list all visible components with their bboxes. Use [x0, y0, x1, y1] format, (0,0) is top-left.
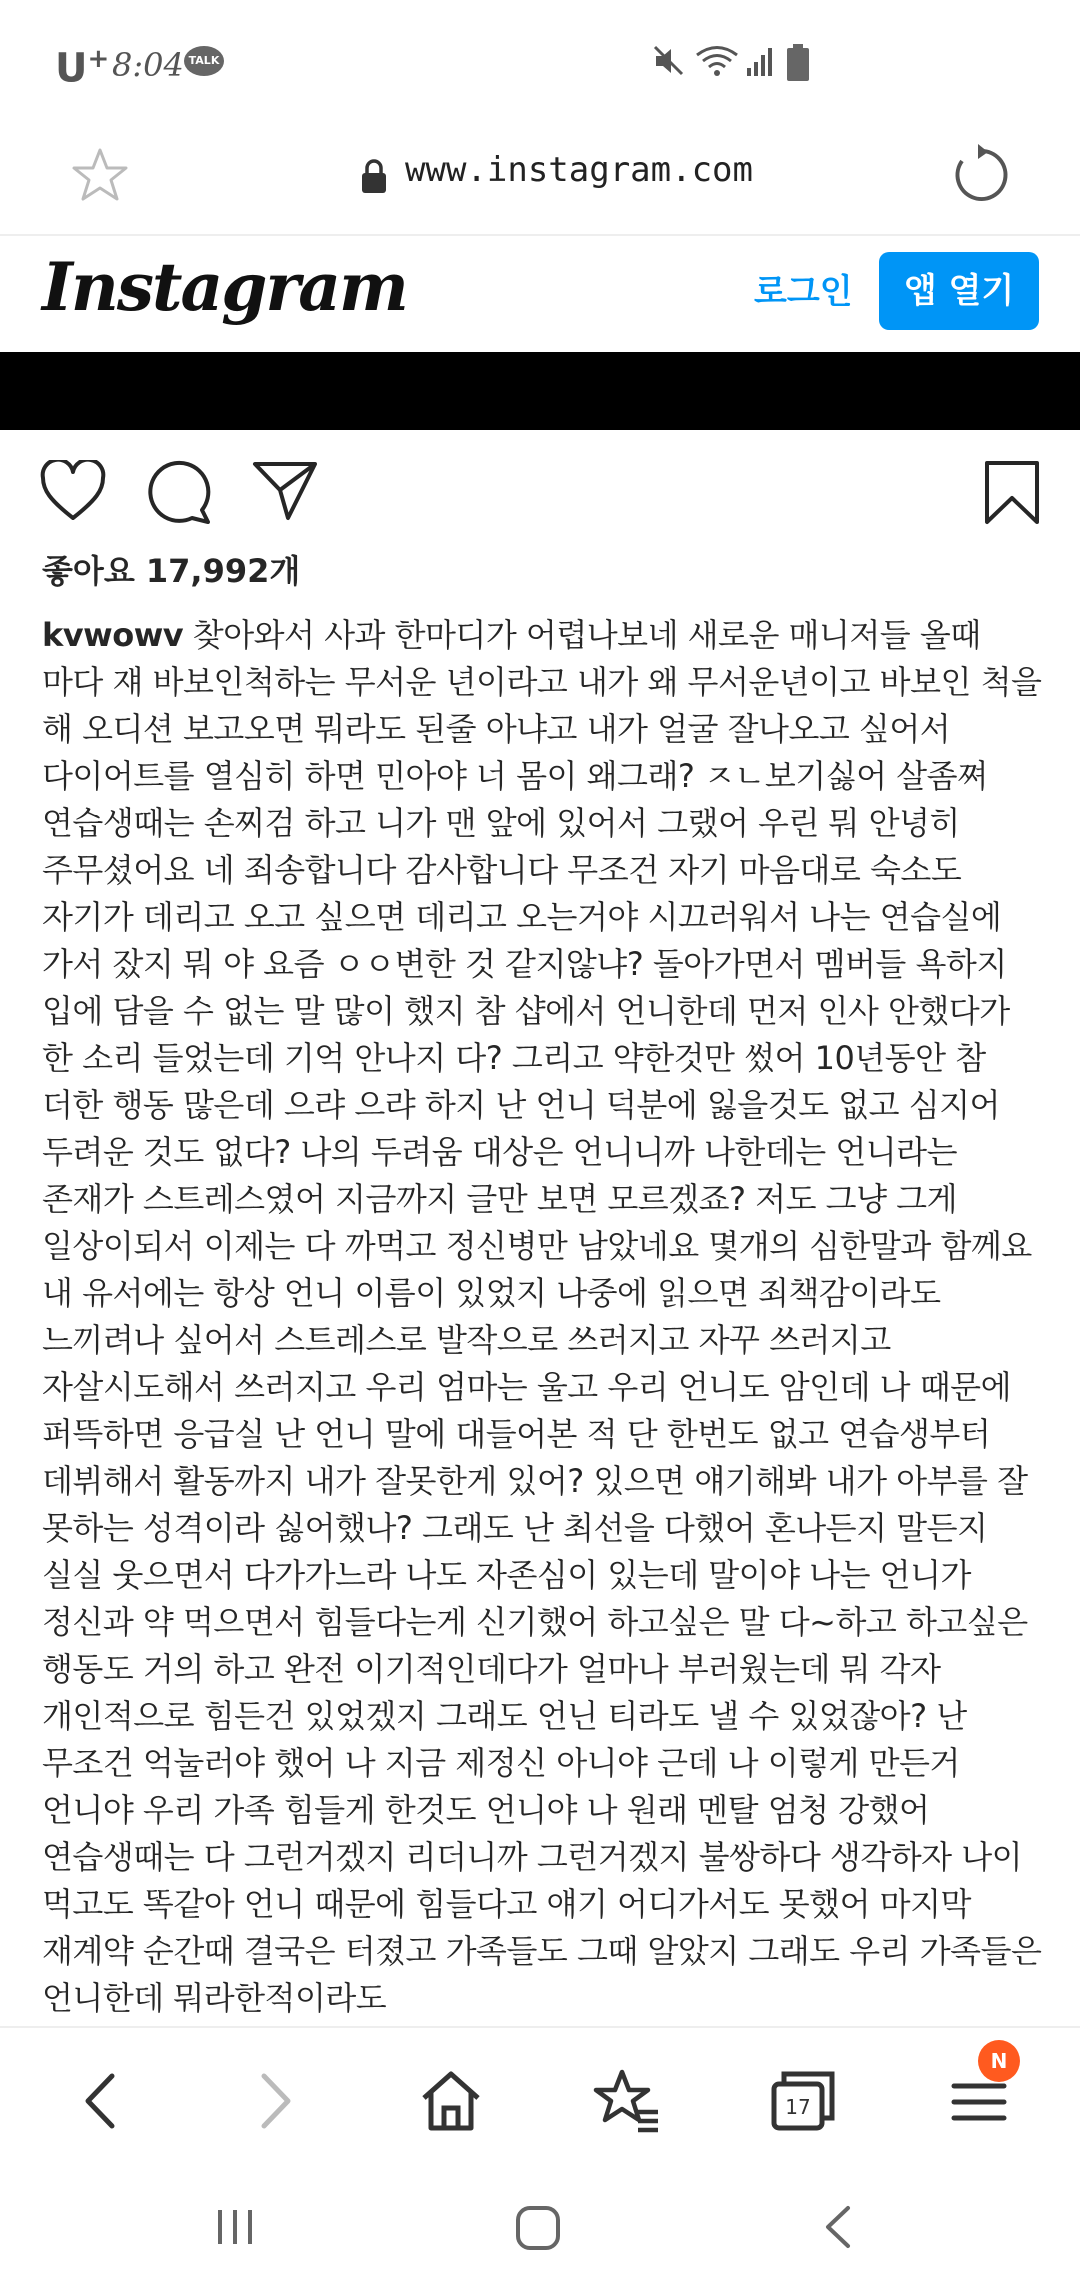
notification-badge: N: [978, 2040, 1020, 2082]
like-heart-icon[interactable]: [40, 460, 106, 522]
reload-icon[interactable]: [950, 144, 1012, 206]
system-back-icon[interactable]: [814, 2202, 864, 2252]
home-icon[interactable]: [416, 2066, 486, 2136]
browser-bottom-bar: [0, 2026, 1080, 2178]
status-bar: [0, 0, 1080, 120]
carrier-label: U+: [55, 44, 110, 92]
instagram-logo[interactable]: Instagram: [42, 248, 407, 326]
bookmark-star-icon[interactable]: [70, 146, 130, 206]
likes-count[interactable]: 좋아요 17,992개: [42, 552, 301, 590]
login-link[interactable]: 로그인: [754, 272, 853, 312]
bookmarks-icon[interactable]: [592, 2066, 662, 2136]
svg-text:17: 17: [785, 2095, 811, 2119]
back-icon[interactable]: [66, 2066, 136, 2136]
caption-text: 찾아와서 사과 한마디가 어렵나보네 새로운 매니저들 올때 마다 쟤 바보인척하는 무서운 년이라고 내가 왜 무서운년이고 바보인 척을 해 오디션 보고오면 뭐라도 된줄 아냐고 내가 얼굴 잘나오고 싶어서 다이어트를 열심히 하면 민아야 너 몸이 왜그래? ㅈㄴ보기싫어 살좀쪄 연습생때는 손찌검 하고 니가 맨 앞에 있어서 그랬어 우린 뭐 안녕히 주무셨어요 네 죄송합니다 감사합니다 무조건 자기 마음대로 숙소도 자기가 데리고 오고 싶으면 데리고 오는거야 시끄러워서 나는 연습실에 가서 잤지 뭐 야 요즘 ㅇㅇ변한 것 같지않냐? 돌아가면서 멤버들 욕하지 입에 담을 수 없는 말 많이 했지 참 샵에서 언니한데 먼저 인사 안했다가 한 소리 들었는데 기억 안나지 다? 그리고 약한것만 썼어 10년동안 참 더한 행동 많은데 으랴 으랴 하지 난 언니 덕분에 잃을것도 없고 심지어 두려운 것도 없다? 나의 두려움 대상은 언니니까 나한데는 언니라는 존재가 스트레스였어 지금까지 글만 보면 모르겠죠? 저도 그냥 그게 일상이되서 이제는 다 까먹고 정신병만 남았네요 몇개의 심한말과 함께요 내 유서에는 항상 언니 이름이 있었지 나중에 읽으면 죄책감이라도 느끼려나 싶어서 스트레스로 발작으로 쓰러지고 자꾸 쓰러지고 자살시도해서 쓰러지고 우리 엄마는 울고 우리 언니도 암인데 나 때문에 퍼뜩하면 응급실 난 언니 말에 대들어본 적 단 한번도 없고 연습생부터 데뷔해서 활동까지 내가 잘못한게 있어? 있으면 얘기해봐 내가 아부를 잘 못하는 성격이라 싫어했나? 그래도 난 최선을 다했어 혼나든지 말든지 실실 웃으면서 다가가느라 나도 자존심이 있는데 말이야 나는 언니가 정신과 약 먹으면서 힘들다는게 신기했어 하고싶은 말 다~하고 하고싶은 행동도 거의 하고 완전 이기적인데다가 얼마나 부러웠는데 뭐 각자 개인적으로 힘든건 있었겠지 그래도 언닌 티라도 낼 수 있었잖아? 난 무조건 억눌러야 했어 나 지금 제정신 아니야 근데 나 이렇게 만든거 언니야 우리 가족 힘들게 한것도 언니야 나 원래 멘탈 엄청 강했어 연습생때는 다 그런거겠지 리더니까 그런거겠지 불쌍하다 생각하자 나이 먹고도 똑같아 언니 때문에 힘들다고 얘기 어디가서도 못했어 마지막 재계약 순간때 결국은 터졌고 가족들도 그때 알았지 그래도 우리 가족들은 언니한데 뭐라한적이라도: [42, 616, 1042, 2017]
browser-url-bar: [0, 120, 1080, 236]
comment-icon[interactable]: [146, 460, 212, 524]
save-bookmark-icon[interactable]: [984, 460, 1040, 526]
url-text[interactable]: www.instagram.com: [405, 150, 753, 190]
caption-username[interactable]: kvwowv: [42, 616, 184, 654]
home-button-icon[interactable]: [512, 2202, 564, 2254]
lock-icon: [360, 158, 388, 194]
wifi-icon: [695, 44, 739, 78]
post-actions: [0, 460, 1080, 540]
recent-apps-icon[interactable]: [210, 2202, 260, 2252]
tabs-icon[interactable]: [768, 2066, 838, 2136]
share-icon[interactable]: [252, 460, 318, 522]
post-media: [0, 352, 1080, 430]
forward-icon[interactable]: [240, 2066, 310, 2136]
battery-icon: [786, 44, 810, 82]
system-navigation-bar: [0, 2176, 1080, 2280]
post-caption: [42, 612, 1042, 2022]
signal-icon: [745, 44, 775, 78]
kakaotalk-notification-icon: TALK: [184, 46, 224, 76]
mute-icon: [652, 44, 686, 78]
instagram-header: [0, 236, 1080, 352]
open-app-button[interactable]: 앱 열기: [879, 252, 1039, 330]
clock: 8:04: [112, 46, 184, 84]
